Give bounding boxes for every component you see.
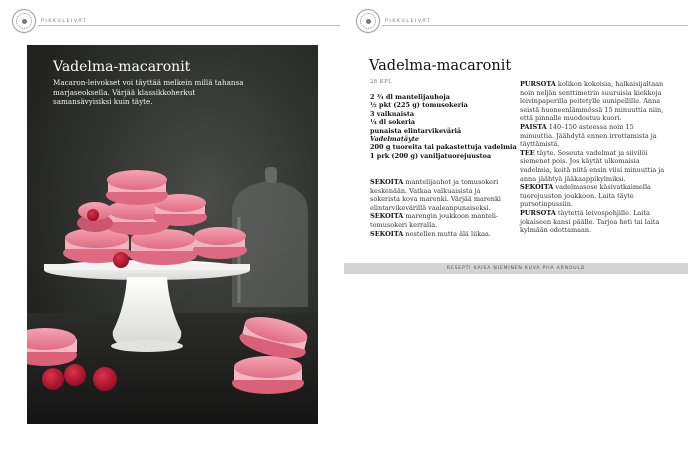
ingredient-item: 3 valkuaista [370,109,415,118]
recipe-title: Vadelma-macaronit [369,58,512,74]
servings-label: 28 KPL [370,79,393,85]
running-head-left [12,6,87,36]
photo-title: Vadelma-macaronit [53,59,191,75]
method-step: PURSOTA täytettä leivospohjille. Laita jokaiseen kansi päälle. Tarjoa heti tai laita kylmään odottamaan. [520,208,660,235]
round-stamp-icon [356,9,380,33]
filling-ingredient-item: 200 g tuoreita tai pakastettuja vadelmia [370,143,517,152]
ingredient-item: punaista elintarvikeväriä [370,126,462,135]
header-rule-left [38,25,340,26]
filling-heading: Vadelmatäyte [370,135,420,144]
method-step: SEKOITA nostellen mutta älä liikaa. [370,229,491,238]
credits-bar [344,263,688,274]
method-column-left [370,178,512,238]
method-step: SEKOITA mantelijauhot ja tomusokeri keskenään. Vatkaa valkuaisista ja sokerista kova marenki. Värjää marenki elintarvikevärillä vaaleanpunaiseksi. [370,178,502,212]
ingredient-list [370,93,517,160]
header-rule-right [382,25,688,26]
section-label-right: PIKKULEIVÄT [385,18,432,24]
credits-text: RESEPTI KAISA NIEMINEN KUVA PIIA ARNOULD [446,266,586,271]
method-step: SEKOITA marengin joukkoon manteli-tomusokeri kerralla. [370,212,499,229]
filling-ingredient-item: 1 prk (200 g) vaniljatuorejuustoa [370,151,492,160]
ingredient-item: ¼ dl sokeria [370,118,416,127]
running-head-right [356,6,431,36]
method-step: TEE täyte. Soseuta vadelmat ja siivilöi siemenet pois. Jos käytät ulkomaisia vadelmia, keitä niitä ensin viisi minuuttia ja anna jäähtyä jääkaappikylmiksi. [520,148,665,183]
macaron-left-foreground [27,328,77,366]
section-label-left: PIKKULEIVÄT [41,18,88,24]
macaron-stack [63,170,247,268]
ingredient-item: 2 ¾ dl mantelijauhoja [370,93,450,101]
method-step: PURSOTA kolikon kokoisia, halkaisijaltaan noin neljän senttimetrin suuruisia kiekkoja leivinpaperilla peitetylle uunipellille. Anna seistä huoneenlämmössä 15 minuuttia niin, että pinnalle muodostuu kuori. [520,80,664,123]
method-column-right [520,80,666,235]
ingredient-item: ½ pkt (225 g) tomusokeria [370,101,468,110]
method-step: PAISTA 140–150 asteessa noin 15 minuuttia. Jäähdytä ennen irrottamista ja täyttämistä. [520,122,657,149]
macaron-photo [27,45,318,424]
photo-caption: Macaron-leivokset voi täyttää melkein millä tahansa marjaseoksella. Värjää klassikkoherkut samansävyisiksi kuin täyte. [53,78,244,107]
round-stamp-icon [12,9,36,33]
method-step: SEKOITA vadelmasose käsivatkaimella tuorejuuston joukkoon. Laita täyte pursotinpussiin. [520,183,651,209]
